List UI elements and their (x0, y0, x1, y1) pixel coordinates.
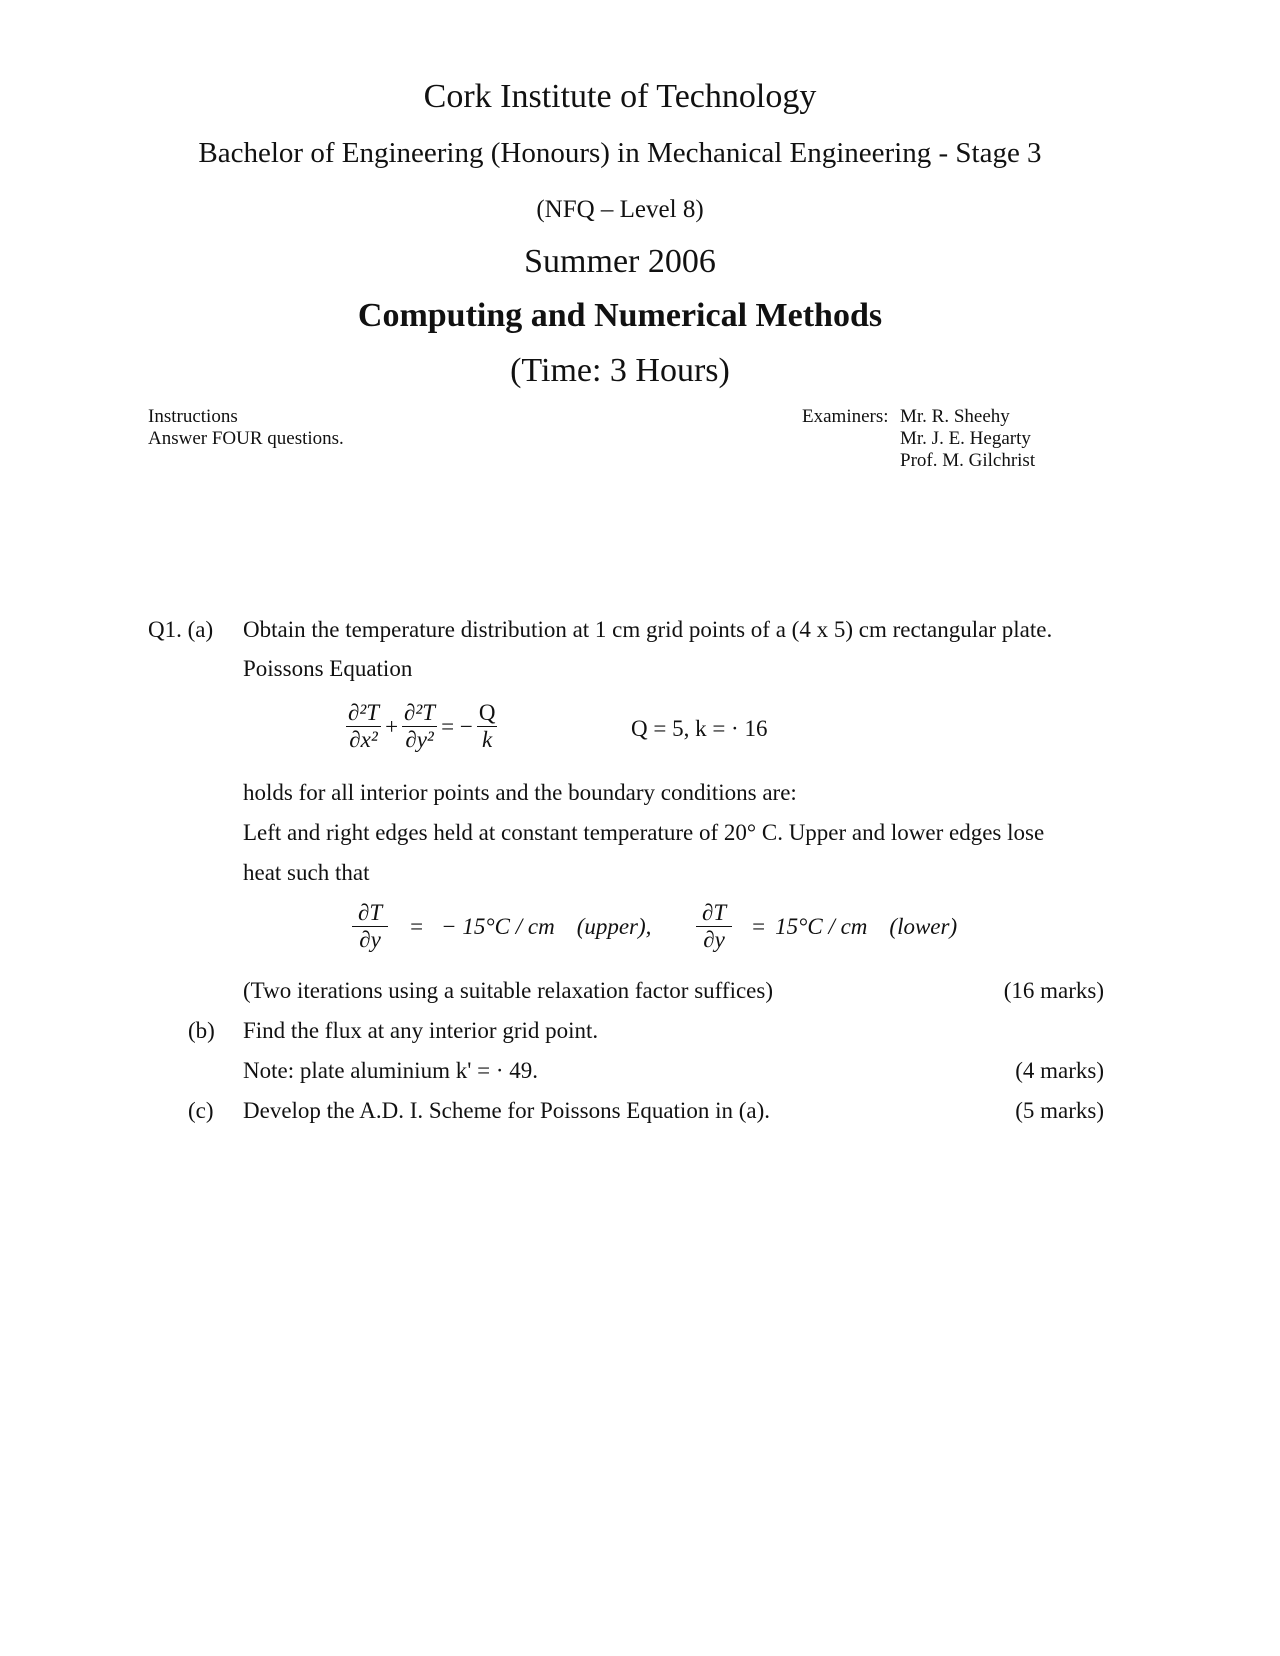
boundary-condition-lower: $\frac{\partial T}{\partial y}$ = 15°C / cm (lower) (696, 900, 957, 953)
fraction-dt-dy: $\frac{\partial T}{\partial y}$ (696, 900, 732, 953)
instructions-text: Answer FOUR questions. (148, 428, 344, 449)
examiners-list (900, 406, 1035, 472)
q1a-line-2: Poissons Equation (243, 656, 413, 681)
subject-title: Computing and Numerical Methods (357, 297, 883, 334)
equation-parameters: Q = 5, k = · 16 (631, 716, 768, 741)
institution-title: Cork Institute of Technology (423, 78, 817, 115)
marks-a: (16 marks) (1003, 978, 1104, 1003)
fraction-d2t-dy2: $\frac{\text{∂²T}}{\text{∂y²}}$ (404, 700, 436, 752)
marks-b: (4 marks) (1015, 1058, 1104, 1083)
examiner-name: Prof. M. Gilchrist (900, 450, 1036, 471)
q1a-line-5: heat such that (243, 860, 370, 885)
programme-title: Bachelor of Engineering (Honours) in Mechanical Engineering - Stage 3 (198, 137, 1042, 169)
marks-c: (5 marks) (1015, 1098, 1104, 1123)
fraction-q-k: $\frac{Q}{k}$ (478, 700, 496, 752)
fraction-dt-dy: $\frac{\partial T}{\partial y}$ (352, 900, 388, 953)
q1c-line: Develop the A.D. I. Scheme for Poissons Equation in (a). (243, 1098, 770, 1123)
q1a-line-1: Obtain the temperature distribution at 1 cm grid points of a (4 x 5) cm rectangular plate. (243, 617, 1053, 642)
q1a-line-3: holds for all interior points and the boundary conditions are: (243, 780, 797, 805)
q1a-line-4: Left and right edges held at constant temperature of 20° C. Upper and lower edges lose (243, 820, 1045, 845)
exam-duration: (Time: 3 Hours) (510, 352, 730, 389)
examiner-name: Mr. R. Sheehy (900, 406, 1010, 427)
poisson-equation: $\frac{\text{∂²T}}{\text{∂x²}}$ + $\frac{\text{∂²T}}{\text{∂y²}}$ = − $\frac{Q}{k}$ (348, 700, 496, 752)
examiner-name: Mr. J. E. Hegarty (900, 428, 1031, 449)
part-c-label: (c) (188, 1098, 214, 1123)
instructions-heading: Instructions (148, 406, 238, 427)
examiners-label: Examiners: (802, 406, 889, 427)
part-b-label: (b) (188, 1018, 215, 1043)
boundary-condition-upper: $\frac{\partial T}{\partial y}$ = − 15°C / cm (upper), (352, 900, 651, 953)
fraction-d2t-dx2: $\frac{\text{∂²T}}{\text{∂x²}}$ (348, 700, 380, 752)
nfq-level: (NFQ – Level 8) (536, 196, 704, 223)
question-number: Q1. (a) (148, 617, 214, 642)
q1b-line-1: Find the flux at any interior grid point. (243, 1018, 599, 1043)
exam-session: Summer 2006 (524, 243, 716, 280)
q1a-line-6: (Two iterations using a suitable relaxation factor suffices) (243, 978, 773, 1003)
q1b-line-2: Note: plate aluminium k' = · 49. (243, 1058, 538, 1083)
